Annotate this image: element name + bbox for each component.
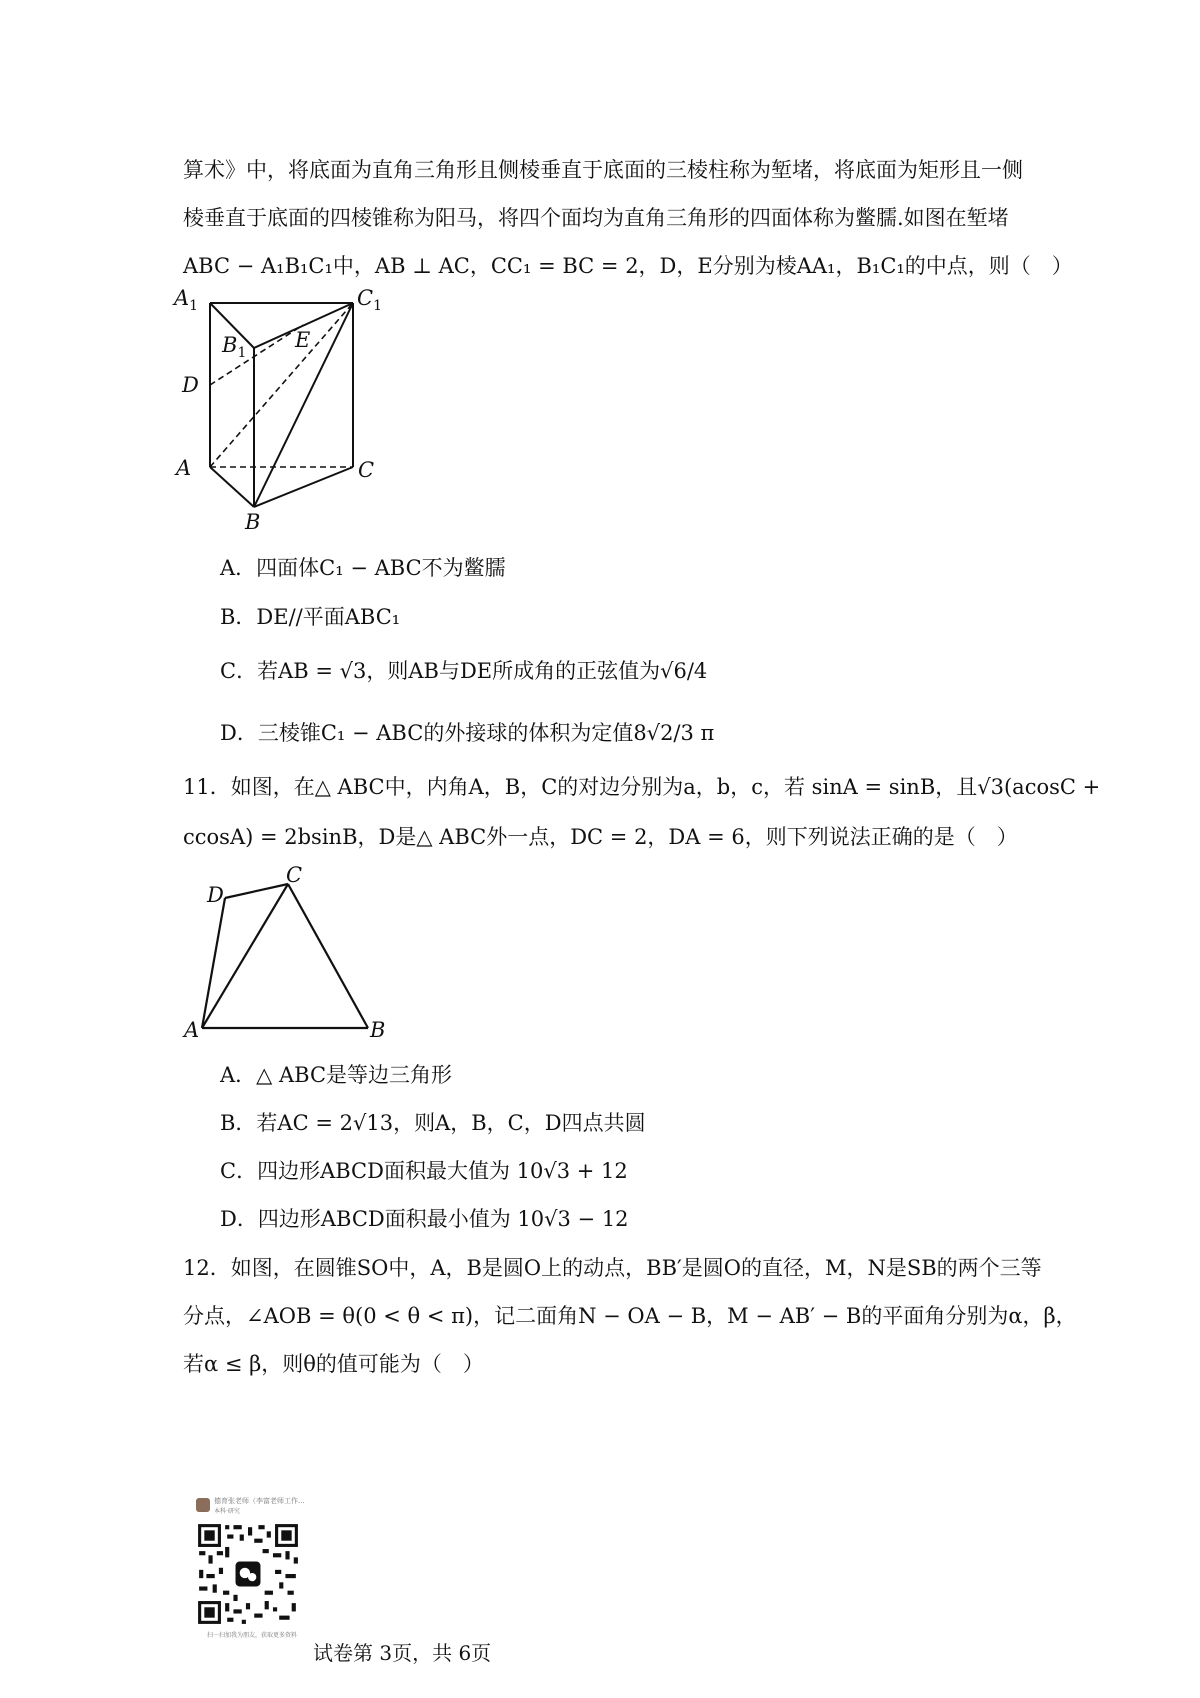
label-B: B [245, 510, 261, 534]
label-E: E [295, 328, 311, 352]
label-B1: $B_1$ [222, 333, 247, 361]
label-A: A [176, 456, 192, 480]
q12-text-line-3: 若α ≤ β，则θ的值可能为（ ） [183, 1352, 484, 1376]
label-A1: $A_1$ [174, 286, 199, 314]
qr-subtitle: 本科·研究 [214, 1508, 240, 1515]
q11-option-c: C．四边形ABCD面积最大值为 10√3 + 12 [220, 1159, 628, 1183]
q10-option-d: D．三棱锥C₁ − ABC的外接球的体积为定值8√2/3 π [220, 721, 715, 745]
label-D: D [182, 373, 199, 397]
quadrilateral-figure [180, 860, 400, 1045]
q10-option-b: B．DE//平面ABC₁ [220, 605, 401, 629]
q10-option-a: A．四面体C₁ − ABC不为鳖臑 [220, 556, 506, 580]
q10-text-line-2: 棱垂直于底面的四棱锥称为阳马，将四个面均为直角三角形的四面体称为鳖臑.如图在堑堵 [183, 206, 1009, 230]
label-C: C [358, 458, 375, 482]
qr-avatar [196, 1498, 210, 1512]
label-C: C [286, 863, 303, 887]
q11-option-a: A．△ ABC是等边三角形 [220, 1063, 453, 1087]
q11-text-line-2: ccosA) = 2bsinB，D是△ ABC外一点，DC = 2，DA = 6，则下列说法正确的是（ ） [183, 825, 1018, 849]
qr-code[interactable] [196, 1522, 300, 1626]
q11-text-line-1: 11．如图，在△ ABC中，内角A，B，C的对边分别为a，b，c，若 sinA = sinB，且√3(acosC + [183, 775, 1101, 799]
label-B: B [370, 1018, 386, 1042]
q10-text-line-3: ABC − A₁B₁C₁中，AB ⊥ AC，CC₁ = BC = 2，D，E分别为棱AA₁，B₁C₁的中点，则（ ） [183, 254, 1073, 278]
q10-option-c: C．若AB = √3，则AB与DE所成角的正弦值为√6/4 [220, 659, 708, 683]
qr-caption: 扫一扫加我为朋友，获取更多资料 [207, 1632, 298, 1639]
prism-figure [170, 285, 390, 540]
page-footer: 试卷第 3页，共 6页 [313, 1641, 492, 1665]
q12-text-line-2: 分点，∠AOB = θ(0 < θ < π)，记二面角N − OA − B，M − AB′ − B的平面角分别为α，β， [183, 1304, 1077, 1328]
label-D: D [207, 883, 224, 907]
label-C1: $C_1$ [357, 286, 382, 314]
q12-text-line-1: 12．如图，在圆锥SO中，A，B是圆O上的动点，BB′是圆O的直径，M，N是SB的两个三等 [183, 1256, 1042, 1280]
label-A: A [184, 1018, 200, 1042]
q10-text-line-1: 算术》中，将底面为直角三角形且侧棱垂直于底面的三棱柱称为堑堵，将底面为矩形且一侧 [183, 158, 1023, 182]
q11-option-b: B．若AC = 2√13，则A，B，C，D四点共圆 [220, 1111, 646, 1135]
q11-option-d: D．四边形ABCD面积最小值为 10√3 − 12 [220, 1207, 629, 1231]
qr-title: 德育张老师（李富老师工作... [214, 1497, 305, 1505]
